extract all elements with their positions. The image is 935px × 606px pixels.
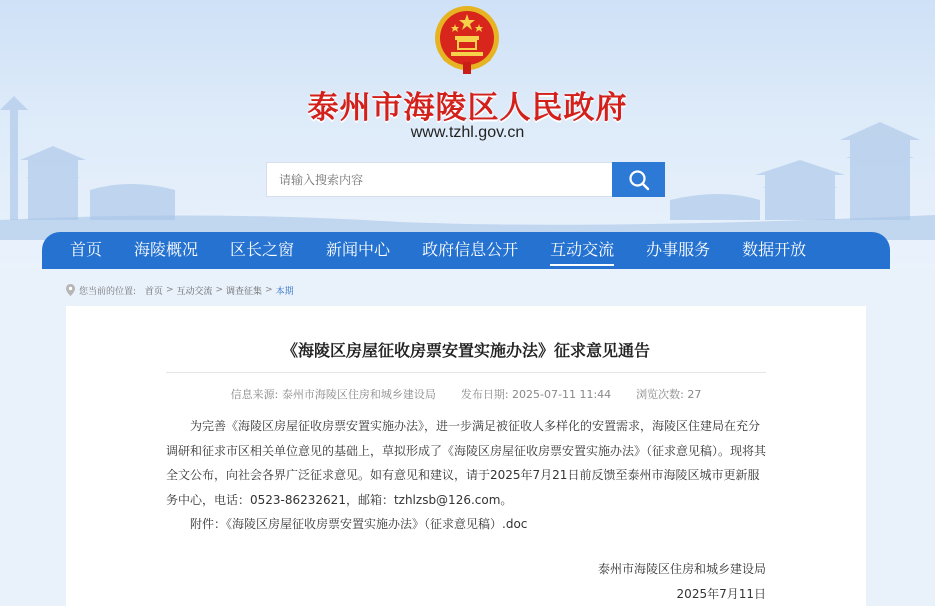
nav-item-mayor-window[interactable]: 区长之窗 <box>230 240 295 259</box>
views-value: 27 <box>687 388 702 401</box>
attachment-line <box>166 512 766 537</box>
location-pin-icon <box>66 284 75 296</box>
breadcrumb-home[interactable]: 首页 <box>144 286 163 297</box>
article-body <box>166 414 766 537</box>
date-value: 2025-07-11 11:44 <box>512 388 612 401</box>
breadcrumb-survey[interactable]: 调查征集 <box>226 286 263 297</box>
site-header <box>0 0 935 270</box>
views-label: 浏览次数: <box>636 388 684 401</box>
nav-item-services[interactable]: 办事服务 <box>646 240 711 259</box>
search-input[interactable] <box>266 162 613 197</box>
article-card <box>66 306 866 606</box>
source-value: 泰州市海陵区住房和城乡建设局 <box>281 388 436 401</box>
breadcrumb: 您当前的位置: 首页 > 互动交流 > 调查征集 > 本期 <box>66 283 294 297</box>
article-paragraph: 为完善《海陵区房屋征收房票安置实施办法》，进一步满足被征收人多样化的安置需求，海陵区住建局在充分调研和征求市区相关单位意见的基础上，草拟形成了《海陵区房屋征收房票安置实施办法》（征求意见稿）。现将其全文公布，向社会各界广泛征求意见。如有意见和建议，请于2025年7月21日前反馈至泰州市海陵区城市更新服务中心，电话：0523-86232621，邮箱：tzhlzsb@126.com。 <box>166 419 767 507</box>
nav-item-home[interactable]: 首页 <box>70 240 103 259</box>
main-nav <box>42 232 890 269</box>
site-url: www.tzhl.gov.cn <box>410 124 525 141</box>
article-meta <box>66 386 866 402</box>
breadcrumb-prefix: 您当前的位置: <box>79 286 137 297</box>
nav-item-open-data[interactable]: 数据开放 <box>742 240 807 259</box>
signature-date: 2025年7月11日 <box>676 587 766 601</box>
national-emblem-icon <box>433 4 501 74</box>
date-label: 发布日期: <box>460 388 509 401</box>
nav-item-news-center[interactable]: 新闻中心 <box>326 240 391 259</box>
breadcrumb-current[interactable]: 本期 <box>275 286 294 297</box>
site-title: 泰州市海陵区人民政府 <box>307 90 628 126</box>
source-label: 信息来源: <box>230 388 279 401</box>
attachment-link[interactable]: 《海陵区房屋征收房票安置实施办法》（征求意见稿）.doc <box>226 517 528 531</box>
search-icon <box>628 169 650 191</box>
search-button[interactable] <box>612 162 665 197</box>
nav-item-gov-info[interactable]: 政府信息公开 <box>422 240 519 259</box>
nav-item-overview[interactable]: 海陵概况 <box>134 240 199 259</box>
signature-org: 泰州市海陵区住房和城乡建设局 <box>597 562 766 576</box>
attachment-label: 附件： <box>190 517 227 531</box>
nav-item-interaction[interactable]: 互动交流 <box>534 232 630 269</box>
title-divider <box>166 372 766 373</box>
breadcrumb-interaction[interactable]: 互动交流 <box>176 286 213 297</box>
article-title: 《海陵区房屋征收房票安置实施办法》征求意见通告 <box>281 341 650 360</box>
